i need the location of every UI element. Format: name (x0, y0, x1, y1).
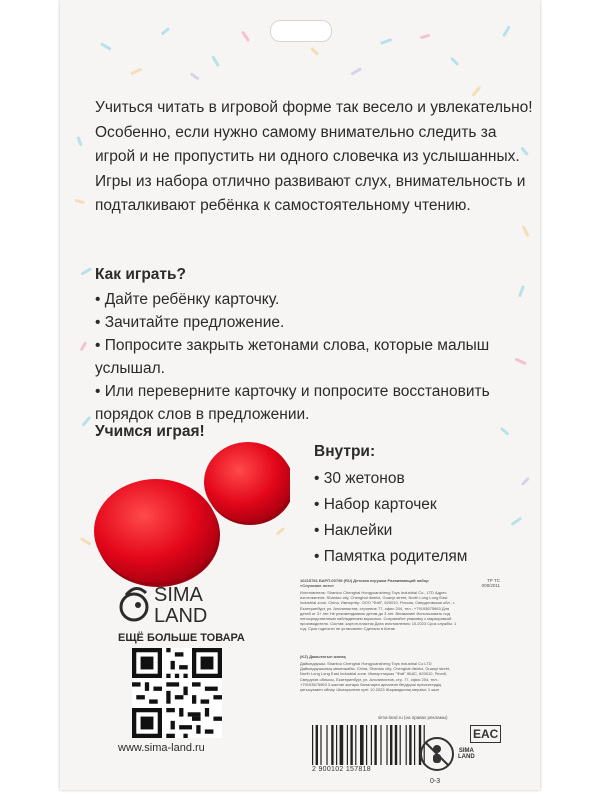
slogan-learn-playing: Учимся играя! (95, 423, 205, 440)
manufacturer-info-kz: Дайындаушы: Shantou Chenghai Hongyuansheng Toys Industrial Co LTD Дайындаушының мекенжайы: China, Shantou city, Chenghai district, Guanyi street, North Long Long East Industrial zone. Импорттаушы "Фэй" ЖШС, 620010, Ресей, Свердлов облысы, Екатеринбург, ул. Альпинистов, стр. 77, офис 204, тел.: +79193675963 3 жастан жоғары балаларға арналған Өндіруші ересектердің қатысуымен ойнау. Шығарылған күні: 10.2023 Жарамдылық мерзімі: 1 жыл (300, 661, 451, 693)
how-to-play-item: • Или переверните карточку и попросите восстановить порядок слов в предложении. (95, 380, 535, 426)
qr-code[interactable] (132, 648, 222, 738)
intro-text (95, 96, 535, 219)
contents-item: • Памятка родителям (314, 544, 467, 570)
eac-mark: EAC (470, 725, 501, 743)
brand-slogan: ЕЩЁ БОЛЬШЕ ТОВАРА (118, 632, 245, 644)
how-to-play-item: • Попросите закрыть жетонами слова, которые малыш услышал. (95, 334, 535, 380)
contents-item: • 30 жетонов (314, 466, 467, 492)
manufacturer-info-ru: Изготовитель: Shantou Chenghai Hongyuansheng Toys Industrial Co., LTD Адрес изготовителя: Shantou city, Chenghai district, Guanyi street, North Long Long East Industrial zone, China. Импортёр: ООО "Фэй", 620010, Россия, Свердловская обл., г. Екатеринбург, ул. Альпинистов, строение 77, офис 204, тел.: +79193675963 Для детей от 3+ лет Не рекомендовано детям до 3 лет. Внимание! Использовать под непосредственным наблюдением взрослых. Сохраняйте упаковку с маркировкой производителя. Состав: картон,пластик Дата изготовления: 10.2023 Срок службы: 1 год. Срок годности не установлен Сделано в Китае (300, 590, 457, 632)
small-logo-line-2: LAND (458, 754, 475, 760)
inside-heading: Внутри: (314, 443, 376, 460)
small-logo-line-1: SIMA (458, 748, 474, 754)
how-to-play-item: • Дайте ребёнку карточку. (95, 288, 535, 311)
intro-paragraph-1: Учиться читать в игровой форме так весело и увлекательно! Особенно, если нужно самому внимательно следить за игрой и не пропустить ни одного словечка из услышанных. (95, 99, 533, 165)
tr-ts-standard: ТР ТС 008/2011 (481, 578, 500, 588)
logo-text-2: LAND (154, 605, 208, 627)
contents-item: • Набор карточек (314, 492, 467, 518)
token-icon (204, 442, 290, 525)
how-to-play-heading: Как играть? (95, 266, 186, 283)
age-warning-icon (418, 735, 456, 787)
squirrel-icon (121, 588, 147, 620)
small-sima-land-logo (458, 748, 475, 760)
token-icon (94, 479, 220, 587)
intro-paragraph-2: Игры из набора отлично развивают слух, внимательность и подталкивают ребёнка к самостоятельному чтению. (95, 172, 526, 214)
contents-list (314, 466, 467, 570)
barcode-number: 2 900102 157818 (312, 766, 371, 773)
ad-notice: sima-land.ru (на правах рекламы) (378, 715, 448, 720)
contents-item: • Наклейки (314, 518, 467, 544)
kz-title: (KZ) Дамытатын жинақ (300, 654, 346, 659)
product-title-fine: 10215781 БАРП-00799 (RU) Детская игрушка Развивающий набор «Слуховое лото» (300, 578, 429, 589)
sima-land-logo (118, 575, 268, 635)
logo-text-1: SIMA (154, 584, 203, 606)
how-to-play-item: • Зачитайте предложение. (95, 311, 535, 334)
how-to-play-list (95, 288, 535, 426)
website-link[interactable]: www.sima-land.ru (118, 742, 205, 754)
age-label: 0-3 (430, 778, 441, 785)
